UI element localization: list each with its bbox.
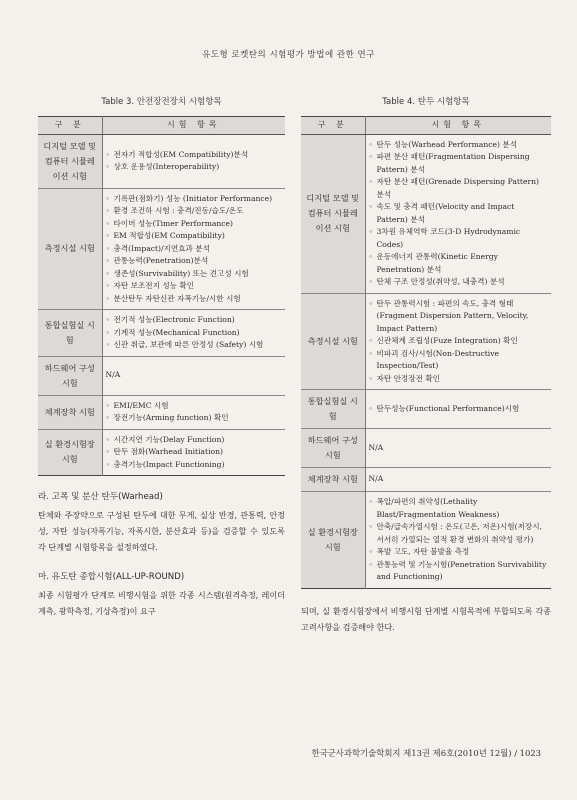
category-cell: 체계장착 시험 (38, 395, 102, 429)
items-cell (365, 468, 551, 492)
table-row (38, 310, 285, 357)
test-item: ◦ 환경 조건하 시험 : 충격/진동/습도/온도 (106, 205, 283, 218)
table3-caption: Table 3. 안전장전장치 시험항목 (101, 97, 222, 107)
table-row (301, 293, 551, 390)
test-item: ◦ 시간지연 기능(Delay Function) (106, 434, 283, 447)
items-cell (102, 188, 285, 310)
test-item: ◦ 전기적 성능(Electronic Function) (106, 314, 283, 327)
test-item: ◦ 속도 및 충격 패턴(Velocity and Impact Pattern) 분석 (369, 201, 549, 226)
items-cell (102, 429, 285, 476)
section-text-warhead: 탄체와 주장약으로 구성된 탄두에 대한 무게, 실상 반경, 관통력, 안정성, 자탄 성능(자폭기능, 자폭시한, 분산효과 등)을 검증할 수 있도록 각 단계별 시험항목을 설정하였다. (38, 510, 285, 553)
table4-header-category: 구 분 (301, 117, 365, 135)
category-cell: 통합실험실 시험 (38, 310, 102, 357)
items-cell (102, 310, 285, 357)
table-row (301, 390, 551, 429)
category-cell: 실 환경시험장 시험 (301, 492, 365, 589)
category-cell: 디지털 모델 및 컴퓨터 시뮬레이션 시험 (301, 134, 365, 293)
test-item: ◦ EMI/EMC 시험 (106, 400, 283, 413)
test-item: ◦ 신관체계 조립성(Fuze Integration) 확인 (369, 335, 549, 348)
category-cell: 하드웨어 구성시험 (38, 356, 102, 395)
table-row (301, 492, 551, 589)
test-item: ◦ 충격(Impact)/지연효과 분석 (106, 243, 283, 256)
running-header: 유도형 로켓탄의 시험평가 방법에 관한 연구 (202, 50, 375, 60)
items-cell (365, 293, 551, 390)
test-item: ◦ 파편 분산 패턴(Fragmentation Dispersing Pattern) 분석 (369, 151, 549, 176)
test-item: ◦ 3차원 유체역학 코드(3-D Hydrodynamic Codes) (369, 226, 549, 251)
category-cell: 하드웨어 구성시험 (301, 429, 365, 468)
test-item: ◦ 전자기 적합성(EM Compatibility)분석 (106, 149, 283, 162)
table3-header-items: 시험 항목 (102, 117, 285, 135)
test-item: N/A (368, 442, 384, 452)
test-item: ◦ 비파괴 검사/시험(Non-Destructive Inspection/Test) (369, 348, 549, 373)
table4-body (301, 134, 551, 588)
table-row (38, 188, 285, 310)
test-item: ◦ 상호 운용성(Interoperability) (106, 161, 283, 174)
test-item: ◦ 탄두성능(Functional Performance)시험 (369, 403, 549, 416)
test-item: ◦ 자탄 보조전지 성능 확인 (106, 280, 283, 293)
items-cell (365, 492, 551, 589)
table-row (301, 134, 551, 293)
test-item: ◦ 충격기능(Impact Functioning) (106, 459, 283, 472)
table4 (301, 116, 551, 589)
test-item: ◦ 타이머 성능(Timer Performance) (106, 218, 283, 231)
test-item: ◦ 운동에너지 관통력(Kinetic Energy Penetration) 분석 (369, 251, 549, 276)
table-row (38, 134, 285, 188)
test-item: ◦ 기록판(점화기) 성능 (Initiator Performance) (106, 193, 283, 206)
section-heading-warhead: 라. 고폭 및 분산 탄두(Warhead) (38, 492, 163, 502)
test-item: ◦ 관통능력(Penetration)분석 (106, 255, 283, 268)
page-footer: 한국군사과학기술학회지 제13권 제6호(2010년 12월) / 1023 (311, 748, 541, 758)
test-item: ◦ 탄체 구조 안정성(취약성, 내충격) 분석 (369, 276, 549, 289)
table3 (38, 116, 285, 476)
section-heading-all-up-round: 마. 유도탄 종합시험(ALL-UP-ROUND) (38, 571, 185, 582)
test-item: N/A (105, 370, 121, 380)
test-item: ◦ 기계적 성능(Mechanical Function) (106, 327, 283, 340)
category-cell: 실 환경시험장 시험 (38, 429, 102, 476)
category-cell: 체계장착 시험 (301, 468, 365, 492)
left-column (38, 95, 285, 619)
table-row (301, 468, 551, 492)
test-item: ◦ 안축/급속가열시험 : 온도(고온, 저온)시험(저장시, 서서히 가열되는 열적 환경 변화의 취약성 평가) (369, 521, 549, 546)
items-cell (102, 134, 285, 188)
test-item: ◦ 탄두 점화(Warhead Initiation) (106, 446, 283, 459)
category-cell: 측정시설 시험 (38, 188, 102, 310)
test-item: ◦ 폭발 고도, 자탄 불발율 측정 (369, 546, 549, 559)
table-row (38, 395, 285, 429)
test-item: ◦ 신관 취급, 보관에 따른 안정성 (Safety) 시험 (106, 339, 283, 352)
table-row (38, 429, 285, 476)
category-cell: 통합실험실 시험 (301, 390, 365, 429)
table-row (301, 429, 551, 468)
right-body-text: 되며, 실 환경시험장에서 비행시험 단계별 시험목적에 부합되도록 각종 고려사항을 검증해야 한다. (301, 605, 551, 632)
items-cell (365, 134, 551, 293)
table4-caption: Table 4. 탄두 시험항목 (382, 97, 470, 107)
test-item: N/A (368, 474, 384, 484)
table3-body (38, 134, 285, 476)
test-item: ◦ 탄두 관통력시험 : 파편의 속도, 충격 형태(Fragment Dispersion Pattern, Velocity, Impact Pattern) (369, 298, 549, 336)
items-cell (365, 429, 551, 468)
test-item: ◦ 자탄 안정장전 확인 (369, 373, 549, 386)
test-item: ◦ EM 적합성(EM Compatibility) (106, 230, 283, 243)
test-item: ◦ 자탄 분산 패턴(Grenade Dispersing Pattern) 분석 (369, 176, 549, 201)
test-item: ◦ 폭압/파편의 취약성(Lethality Blast/Fragmentation Weakness) (369, 496, 549, 521)
section-text-all-up-round: 최종 시험평가 단계로 비행시험을 위한 각종 시스템(원격측정, 레이더 계측, 광학측정, 기상측정)이 요구 (38, 589, 285, 616)
items-cell (102, 395, 285, 429)
items-cell (365, 390, 551, 429)
test-item: ◦ 탄두 성능(Warhead Performance) 분석 (369, 139, 549, 152)
test-item: ◦ 분산탄두 자탄신관 자폭기능/시한 시험 (106, 293, 283, 306)
table3-header-category: 구 분 (38, 117, 102, 135)
table-row (38, 356, 285, 395)
test-item: ◦ 생존성(Survivability) 또는 견고성 시험 (106, 268, 283, 281)
test-item: ◦ 관통능력 및 기능시험(Penetration Survivability and Functioning) (369, 559, 549, 584)
category-cell: 디지털 모델 및 컴퓨터 시뮬레이션 시험 (38, 134, 102, 188)
test-item: ◦ 장전기능(Arming function) 확인 (106, 412, 283, 425)
items-cell (102, 356, 285, 395)
right-column (301, 95, 551, 635)
table4-header-items: 시험 항목 (365, 117, 551, 135)
category-cell: 측정시설 시험 (301, 293, 365, 390)
